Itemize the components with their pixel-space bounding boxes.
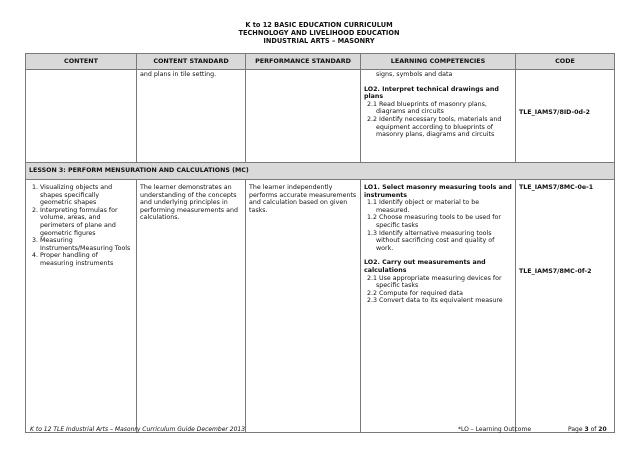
col-header-content: CONTENT	[26, 54, 137, 70]
competency-item: 2.3 Convert data to its equivalent measure	[367, 297, 503, 305]
col-header-code: CODE	[516, 54, 615, 70]
cell-content	[26, 180, 137, 433]
footer-page-number	[568, 426, 607, 433]
footer-lo-note: *LO – Learning Outcome	[458, 426, 532, 433]
cell-performance-standard: The learner independently performs accurate measurements and calculation based on given tasks.	[246, 180, 361, 433]
page-of-label: of	[590, 426, 597, 433]
header-line-2: TECHNOLOGY AND LIVELIHOOD EDUCATION	[238, 29, 400, 37]
content-list	[29, 184, 133, 268]
table-header-row	[26, 54, 615, 70]
table-row	[26, 180, 615, 433]
competency-item: 1.3 Identify alternative measuring tools without sacrificing cost and quality of work.	[367, 229, 495, 252]
cell-content-standard: and plans in tile setting.	[137, 70, 246, 163]
lo2-interpret-title: LO2. Interpret technical drawings and plans	[364, 85, 499, 101]
col-header-performance-standard: PERFORMANCE STANDARD	[246, 54, 361, 70]
cell-content-standard: The learner demonstrates an understanding of the concepts and underlying principles in performing measurements and calculations.	[137, 180, 246, 433]
document-header	[0, 21, 638, 45]
lesson-3-title: LESSON 3: PERFORM MENSURATION AND CALCULATIONS (MC)	[26, 163, 615, 180]
cell-learning-competencies	[361, 70, 516, 163]
lo1-select-title: LO1. Select masonry measuring tools and instruments	[364, 184, 512, 199]
competency-item: 2.2 Identify necessary tools, materials and equipment according to blueprints of masonry plans, diagrams and circuits	[367, 115, 502, 139]
curriculum-table	[25, 53, 615, 433]
list-item: 3. Measuring Instruments/Measuring Tools	[40, 237, 133, 252]
list-item: 4. Proper handling of measuring instruments	[40, 252, 133, 267]
competency-item: 2.2 Compute for required data	[367, 289, 463, 297]
cell-code	[516, 70, 615, 163]
competency-item: 2.1 Use appropriate measuring devices for specific tasks	[367, 274, 502, 290]
header-line-3: INDUSTRIAL ARTS – MASONRY	[263, 37, 375, 45]
competency-item: 1.2 Choose measuring tools to be used for specific tasks	[367, 214, 501, 229]
code-value: TLE_IAMS7/8MC-0e-1	[519, 184, 594, 191]
col-header-learning-competencies: LEARNING COMPETENCIES	[361, 54, 516, 70]
page-current: 3	[584, 426, 589, 433]
competency-continuation: signs, symbols and data	[376, 71, 453, 78]
list-item: 2. Interpreting formulas for volume, areas, and perimeters of plane and geometric figures	[40, 207, 133, 237]
table-row	[26, 70, 615, 163]
lesson-section-row	[26, 163, 615, 180]
cell-learning-competencies	[361, 180, 516, 433]
code-value: TLE_IAMS7/8MC-0f-2	[519, 267, 592, 275]
page-label: Page	[568, 426, 583, 433]
header-line-1: K to 12 BASIC EDUCATION CURRICULUM	[245, 21, 393, 29]
page-total: 20	[598, 426, 607, 433]
footer-doc-title: K to 12 TLE Industrial Arts – Masonry Curriculum Guide December 2013	[30, 426, 246, 433]
col-header-content-standard: CONTENT STANDARD	[137, 54, 246, 70]
cell-code	[516, 180, 615, 433]
cell-performance-standard	[246, 70, 361, 163]
competency-item: 1.1 Identify object or material to be measured.	[367, 199, 480, 214]
code-value: TLE_IAMS7/8ID-0d-2	[519, 109, 591, 116]
list-item: 1. Visualizing objects and shapes specifically geometric shapes	[40, 184, 133, 207]
cell-content	[26, 70, 137, 163]
competency-item: 2.1 Read blueprints of masonry plans, diagrams and circuits	[367, 100, 487, 116]
lo2-carry-out-title: LO2. Carry out measurements and calculations	[364, 259, 486, 274]
